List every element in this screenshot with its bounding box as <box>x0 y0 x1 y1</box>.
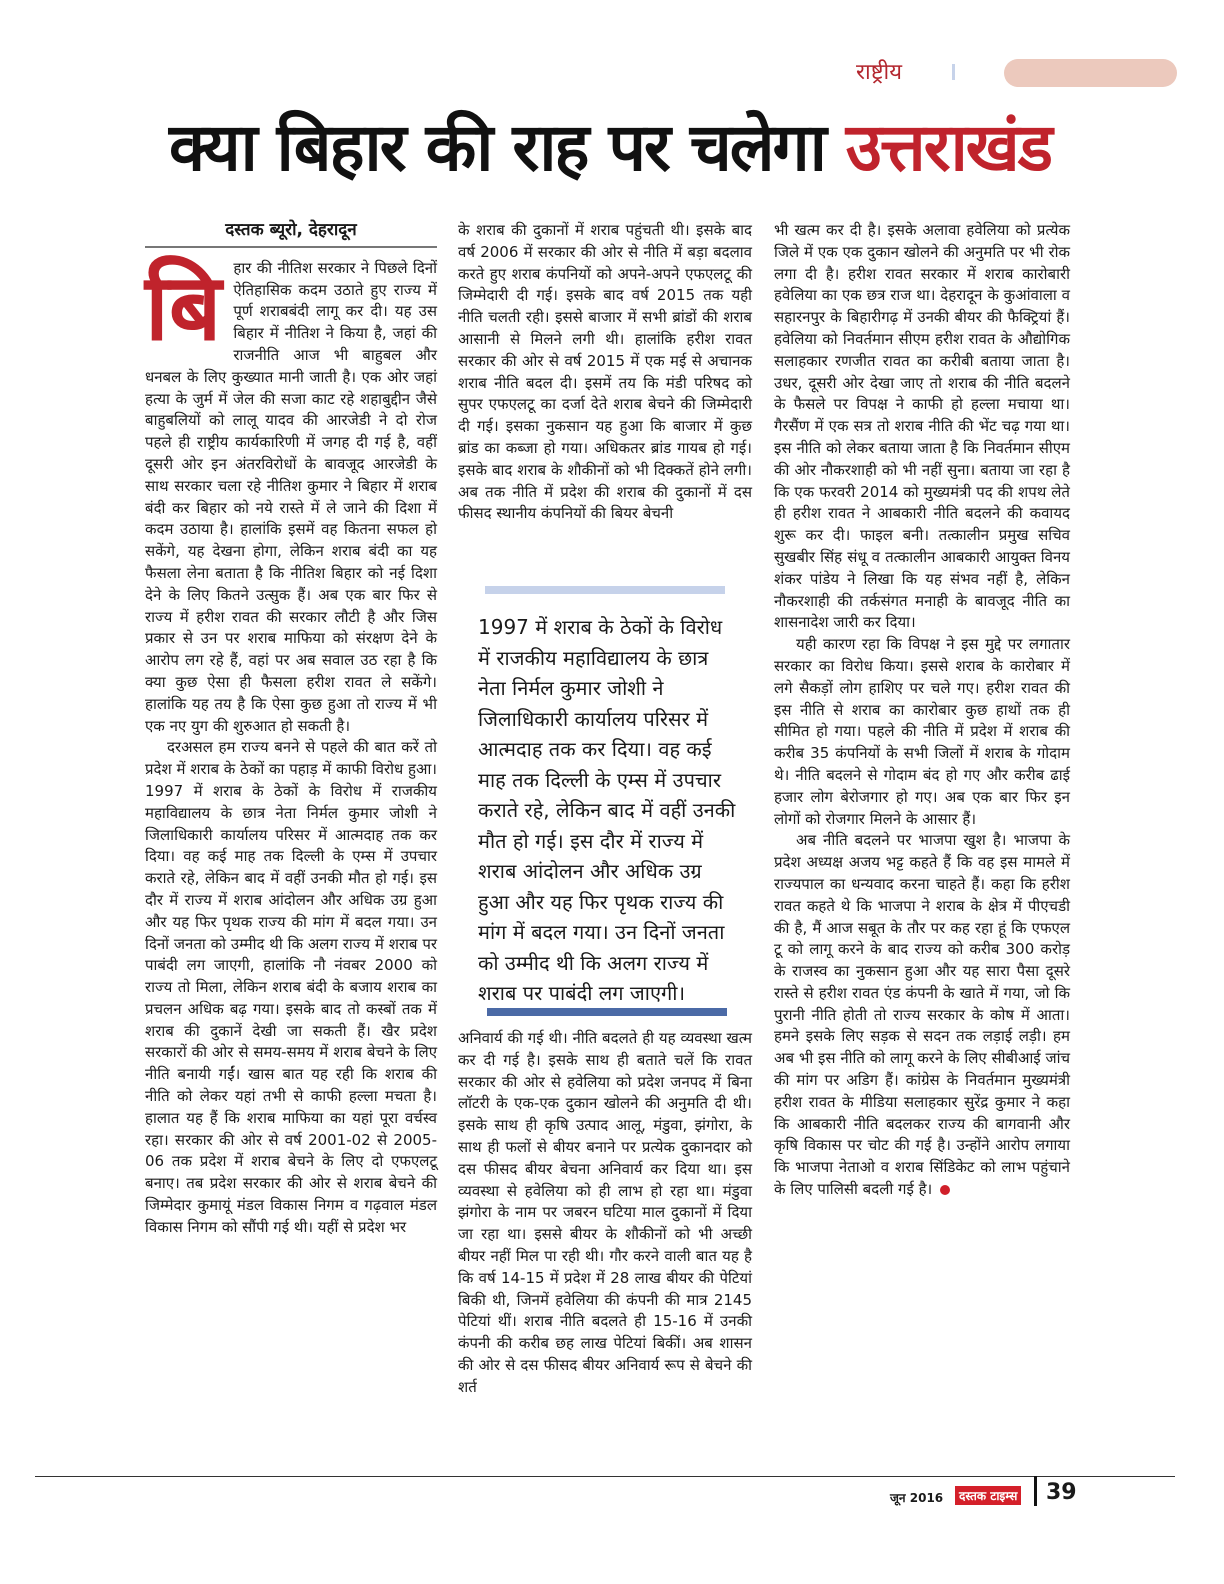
headline-main: क्या बिहार की राह पर चलेगा <box>169 109 846 186</box>
byline: दस्तक ब्यूरो, देहरादून <box>145 220 437 248</box>
pull-quote-top-bar <box>485 586 725 594</box>
article-column-3 <box>774 220 1070 1201</box>
pull-quote-bottom-bar <box>487 1008 727 1016</box>
drop-cap: बि <box>145 253 222 361</box>
headline <box>150 100 1070 190</box>
article-column-1 <box>145 220 437 1239</box>
pull-quote: 1997 में शराब के ठेकों के विरोध में राजकीय महाविद्यालय के छात्र नेता निर्मल कुमार जोशी ने जिलाधिकारी कार्यालय परिसर में आत्मदाह तक कर दिया। वह कई माह तक दिल्ली के एम्स में उपचार कराते रहे, लेकिन बाद में वहीं उनकी मौत हो गई। इस दौर में राज्य में शराब आंदोलन और अधिक उग्र हुआ और यह फिर पृथक राज्य की मांग में बदल गया। उन दिनों जनता को उम्मीद थी कि अलग राज्य में शराब पर पाबंदी लग जाएगी। <box>478 615 736 1005</box>
article-column-2-top <box>458 220 752 525</box>
paragraph: हार की नीतिश सरकार ने पिछले दिनों ऐतिहासिक कदम उठाते हुए राज्य में पूर्ण शराबबंदी लागू कर दी। यह उस बिहार में नीतिश ने किया है, जहां की राजनीति आज भी बाहुबल और धनबल के लिए कुख्यात मानी जाती है। एक ओर जहां हत्या के जुर्म में जेल की सजा काट रहे शहाबुद्दीन जैसे बाहुबलियों को लालू यादव की आरजेडी ने दो रोज पहले ही राष्ट्रीय कार्यकारिणी में जगह दी गई है, वहीं दूसरी ओर इन अंतरविरोधों के बावजूद आरजेडी के साथ सरकार चला रहे नीतिश कुमार ने बिहार में शराब बंदी कर बिहार को नये रास्ते में ले जाने की दिशा में कदम उठाया है। हालांकि इसमें वह कितना सफल हो सकेंगे, यह देखना होगा, लेकिन शराब बंदी का यह फैसला लेना बताता है कि नीतिश बिहार को नई दिशा देने के लिए कितने उत्सुक हैं। अब एक बार फिर से राज्य में हरीश रावत की सरकार लौटी है और जिस प्रकार से उन पर शराब माफिया को संरक्षण देने के आरोप लग रहे हैं, वहां पर अब सवाल उठ रहा है कि क्या कुछ ऐसा ही फैसला हरीश रावत ले सकेंगे। हालांकि यह तय है कि ऐसा कुछ हुआ तो राज्य में भी एक नए युग की शुरुआत हो सकती है। <box>145 258 437 735</box>
article-column-2-bottom <box>458 1028 752 1399</box>
footer-divider <box>1034 1476 1037 1506</box>
header-decoration <box>1004 59 1177 87</box>
paragraph: भी खत्म कर दी है। इसके अलावा हवेलिया को प्रत्येक जिले में एक एक दुकान खोलने की अनुमति पर भी रोक लगा दी है। हरीश रावत सरकार में शराब कारोबारी हवेलिया का एक छत्र राज था। देहरादून के कुआंवाला व सहारनपुर के बिहारीगढ़ में उनकी बीयर की फैक्ट्रियां हैं। हवेलिया को निवर्तमान सीएम हरीश रावत के औद्योगिक सलाहकार रणजीत रावत का करीबी बताया जाता है। उधर, दूसरी ओर देखा जाए तो शराब की नीति बदलने के फैसले पर विपक्ष ने काफी हो हल्ला मचाया था। गैरसैंण में एक सत्र तो शराब नीति की भेंट चढ़ गया था। इस नीति को लेकर बताया जाता है कि निवर्तमान सीएम की ओर नौकरशाही को भी नहीं सुना। बताया जा रहा है कि एक फरवरी 2014 को मुख्यमंत्री पद की शपथ लेते ही हरीश रावत ने आबकारी नीति बदलने की कवायद शुरू कर दी। फाइल बनी। तत्कालीन प्रमुख सचिव सुखबीर सिंह संधू व तत्कालीन आबकारी आयुक्त विनय शंकर पांडेय ने लिखा कि यह संभव नहीं है, लेकिन नौकरशाही की तर्कसंगत मनाही के बावजूद नीति का शासनादेश जारी कर दिया। <box>774 221 1070 632</box>
header-divider <box>952 64 955 80</box>
paragraph-text: अब नीति बदलने पर भाजपा खुश है। भाजपा के प्रदेश अध्यक्ष अजय भट्ट कहते हैं कि वह इस मामले में राज्यपाल का धन्यवाद करना चाहते हैं। कहा कि हरीश रावत कहते थे कि भाजपा ने शराब के क्षेत्र में पीएचडी की है, मैं आज सबूत के तौर पर कह रहा हूं कि एफएल टू को लागू करने के बाद राज्य को करीब 300 करोड़ के राजस्व का नुकसान हुआ और यह सारा पैसा दूसरे रास्ते से हरीश रावत एंड कंपनी के खाते में गया, जो कि पुरानी नीति होती तो राज्य सरकार के कोष में आता। हमने इसके लिए सड़क से सदन तक लड़ाई लड़ी। हम अब भी इस नीति को लागू करने के लिए सीबीआई जांच की मांग पर अडिग हैं। कांग्रेस के निवर्तमान मुख्यमंत्री हरीश रावत के मीडिया सलाहकार सुरेंद्र कुमार ने कहा कि आबकारी नीति बदलकर राज्य की बागवानी और कृषि विकास पर चोट की गई है। उन्होंने आरोप लगाया कि भाजपा नेताओ व शराब सिंडिकेट को लाभ पहुंचाने के लिए पालिसी बदली गई है। <box>774 831 1070 1199</box>
footer-rule <box>35 1476 1175 1477</box>
magazine-logo: दस्तक टाइम्स <box>955 1486 1021 1505</box>
section-label: राष्ट्रीय <box>856 60 903 85</box>
paragraph: अनिवार्य की गई थी। नीति बदलते ही यह व्यवस्था खत्म कर दी गई है। इसके साथ ही बताते चलें कि रावत सरकार की ओर से हवेलिया को प्रदेश जनपद में बिना लॉटरी के एक-एक दुकान खोलने की अनुमति दी थी। इसके साथ ही कृषि उत्पाद आलू, मंडुवा, झंगोरा, के साथ ही फलों से बीयर बनाने पर प्रत्येक दुकानदार को दस फीसद बीयर बेचना अनिवार्य कर दिया था। इस व्यवस्था से हवेलिया को ही लाभ हो रहा था। मंडुवा झंगोरा के नाम पर जबरन घटिया माल दुकानों में दिया जा रहा था। इससे बीयर के शौकीनों को भी अच्छी बीयर नहीं मिल पा रही थी। गौर करने वाली बात यह है कि वर्ष 14-15 में प्रदेश में 28 लाख बीयर की पेटियां बिकी थी, जिनमें हवेलिया की कंपनी की मात्र 2145 पेटियां थीं। शराब नीति बदलते ही 15-16 में उनकी कंपनी की करीब छह लाख पेटियां बिकीं। अब शासन की ओर से दस फीसद बीयर अनिवार्य रूप से बेचने की शर्त <box>458 1029 752 1396</box>
end-mark-icon <box>940 1185 950 1195</box>
paragraph: दरअसल हम राज्य बनने से पहले की बात करें तो प्रदेश में शराब के ठेकों का पहाड़ में काफी विरोध हुआ। 1997 में शराब के ठेकों के विरोध में राजकीय महाविद्यालय के छात्र नेता निर्मल कुमार जोशी ने जिलाधिकारी कार्यालय परिसर में आत्मदाह तक कर दिया। वह कई माह तक दिल्ली के एम्स में उपचार कराते रहे, लेकिन बाद में वहीं उनकी मौत हो गई। इस दौर में राज्य में शराब आंदोलन और अधिक उग्र हुआ और यह फिर पृथक राज्य की मांग में बदल गया। उन दिनों जनता को उम्मीद थी कि अलग राज्य में शराब पर पाबंदी लग जाएगी, हालांकि नौ नंवबर 2000 को राज्य तो मिला, लेकिन शराब बंदी के बजाय शराब का प्रचलन अधिक बढ़ गया। इसके बाद तो कस्बों तक में शराब की दुकानें देखी जा सकती हैं। खैर प्रदेश सरकारों की ओर से समय-समय में शराब बेचने के लिए नीति बनायी गईं। खास बात यह रही कि शराब की नीति को लेकर यहां तभी से काफी हल्ला मचता है। हालात यह हैं कि शराब माफिया का यहां पूरा वर्चस्व रहा। सरकार की ओर से वर्ष 2001-02 से 2005-06 तक प्रदेश में शराब बेचने के लिए दो एफएलटू बनाए। तब प्रदेश सरकार की ओर से शराब बेचने की जिम्मेदार कुमायूं मंडल विकास निगम व गढ़वाल मंडल विकास निगम को सौंपी गई थी। यहीं से प्रदेश भर <box>145 738 437 1236</box>
paragraph-final <box>774 830 1070 1201</box>
paragraph: के शराब की दुकानों में शराब पहुंचती थी। इसके बाद वर्ष 2006 में सरकार की ओर से नीति में बड़ा बदलाव करते हुए शराब कंपनियों को अपने-अपने एफएलटू की जिम्मेदारी दी गई। इसके बाद वर्ष 2015 तक यही नीति चलती रही। इससे बाजार में सभी ब्रांडों की शराब आसानी से मिलने लगी थी। हालांकि हरीश रावत सरकार की ओर से वर्ष 2015 में एक मई से अचानक शराब नीति बदल दी। इसमें तय कि मंडी परिषद को सुपर एफएलटू का दर्जा देते शराब बेचने की जिम्मेदारी दी गई। इसका नुकसान यह हुआ कि बाजार में कुछ ब्रांड का कब्जा हो गया। अधिकतर ब्रांड गायब हो गई। इसके बाद शराब के शौकीनों को भी दिक्कतें होने लगी। अब तक नीति में प्रदेश की शराब की दुकानों में दस फीसद स्थानीय कंपनियों की बियर बेचनी <box>458 221 752 523</box>
paragraph: यही कारण रहा कि विपक्ष ने इस मुद्दे पर लगातार सरकार का विरोध किया। इससे शराब के कारोबार में लगे सैकड़ों लोग हाशिए पर चले गए। हरीश रावत की इस नीति से शराब का कारोबार कुछ हाथों तक ही सीमित हो गया। पहले की नीति में प्रदेश में शराब की करीब 35 कंपनियों के सभी जिलों में शराब के गोदाम थे। नीति बदलने से गोदाम बंद हो गए और करीब ढाई हजार लोग बेरोजगार हो गए। अब एक बार फिर इन लोगों को रोजगार मिलने के आसार हैं। <box>774 635 1070 828</box>
issue-date: जून 2016 <box>890 1491 944 1505</box>
headline-highlight: उत्तराखंड <box>845 109 1051 186</box>
page-number: 39 <box>1046 1480 1077 1505</box>
